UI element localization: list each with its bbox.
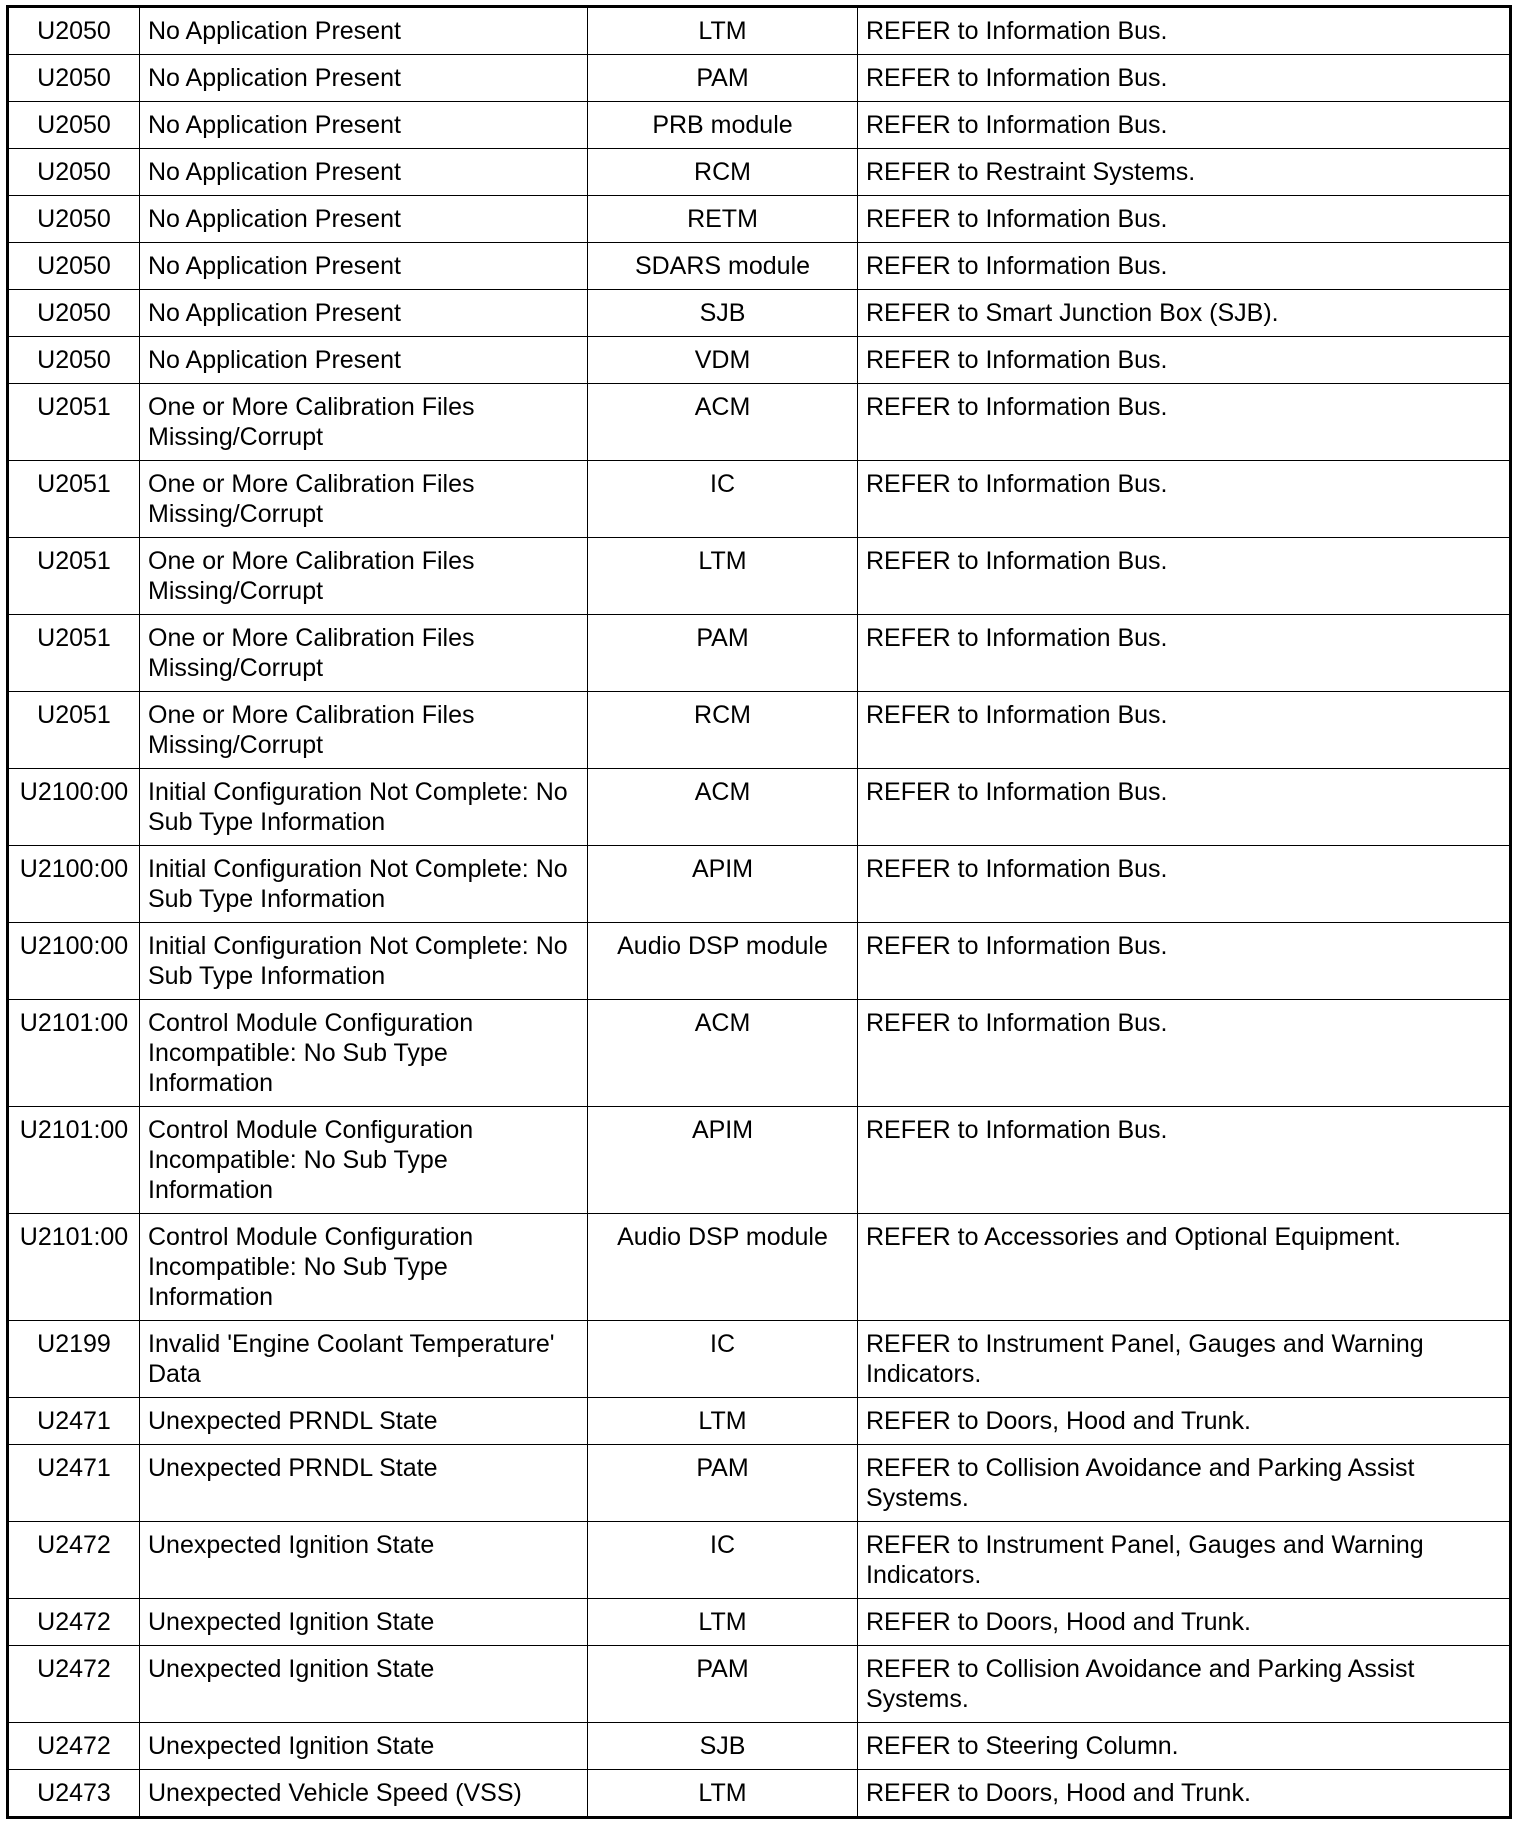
dtc-description-cell: Unexpected Ignition State [140,1723,588,1770]
module-cell: LTM [588,1770,858,1818]
action-cell: REFER to Information Bus. [858,461,1511,538]
module-cell: LTM [588,1599,858,1646]
dtc-table-body [8,7,1511,1818]
action-cell: REFER to Information Bus. [858,1107,1511,1214]
dtc-code-cell: U2051 [8,538,140,615]
action-cell: REFER to Smart Junction Box (SJB). [858,290,1511,337]
module-cell: PAM [588,615,858,692]
table-row [8,102,1511,149]
action-cell: REFER to Collision Avoidance and Parking Assist Systems. [858,1445,1511,1522]
dtc-code-cell: U2472 [8,1522,140,1599]
table-row [8,1522,1511,1599]
dtc-description-cell: No Application Present [140,196,588,243]
dtc-code-cell: U2199 [8,1321,140,1398]
action-cell: REFER to Accessories and Optional Equipment. [858,1214,1511,1321]
module-cell: PRB module [588,102,858,149]
action-cell: REFER to Doors, Hood and Trunk. [858,1599,1511,1646]
dtc-code-cell: U2051 [8,384,140,461]
action-cell: REFER to Information Bus. [858,337,1511,384]
dtc-code-cell: U2051 [8,615,140,692]
table-row [8,1321,1511,1398]
table-row [8,290,1511,337]
dtc-code-cell: U2100:00 [8,769,140,846]
module-cell: RCM [588,692,858,769]
table-row [8,692,1511,769]
module-cell: IC [588,1321,858,1398]
dtc-code-cell: U2050 [8,196,140,243]
module-cell: LTM [588,7,858,55]
module-cell: PAM [588,1646,858,1723]
table-row [8,538,1511,615]
dtc-code-cell: U2101:00 [8,1214,140,1321]
table-row [8,1599,1511,1646]
table-row [8,1107,1511,1214]
dtc-description-cell: One or More Calibration Files Missing/Corrupt [140,461,588,538]
module-cell: RETM [588,196,858,243]
action-cell: REFER to Information Bus. [858,615,1511,692]
table-row [8,1770,1511,1818]
module-cell: LTM [588,1398,858,1445]
table-row [8,1646,1511,1723]
dtc-code-cell: U2101:00 [8,1000,140,1107]
module-cell: LTM [588,538,858,615]
dtc-code-cell: U2051 [8,461,140,538]
dtc-description-cell: Control Module Configuration Incompatible: No Sub Type Information [140,1214,588,1321]
dtc-code-cell: U2100:00 [8,923,140,1000]
dtc-code-cell: U2101:00 [8,1107,140,1214]
table-row [8,55,1511,102]
table-row [8,384,1511,461]
dtc-description-cell: Unexpected Ignition State [140,1522,588,1599]
table-row [8,769,1511,846]
dtc-code-cell: U2472 [8,1646,140,1723]
module-cell: SJB [588,1723,858,1770]
action-cell: REFER to Information Bus. [858,692,1511,769]
action-cell: REFER to Information Bus. [858,384,1511,461]
dtc-description-cell: Control Module Configuration Incompatible: No Sub Type Information [140,1000,588,1107]
dtc-code-cell: U2050 [8,243,140,290]
table-row [8,1000,1511,1107]
dtc-description-cell: No Application Present [140,337,588,384]
dtc-description-cell: Invalid 'Engine Coolant Temperature' Data [140,1321,588,1398]
module-cell: PAM [588,55,858,102]
action-cell: REFER to Information Bus. [858,538,1511,615]
dtc-code-cell: U2050 [8,7,140,55]
dtc-code-cell: U2051 [8,692,140,769]
table-row [8,1723,1511,1770]
action-cell: REFER to Information Bus. [858,7,1511,55]
dtc-description-cell: No Application Present [140,149,588,196]
table-row [8,923,1511,1000]
dtc-description-cell: Control Module Configuration Incompatible: No Sub Type Information [140,1107,588,1214]
action-cell: REFER to Instrument Panel, Gauges and Warning Indicators. [858,1321,1511,1398]
module-cell: APIM [588,846,858,923]
dtc-description-cell: Initial Configuration Not Complete: No Sub Type Information [140,923,588,1000]
module-cell: RCM [588,149,858,196]
dtc-description-cell: Unexpected PRNDL State [140,1398,588,1445]
module-cell: ACM [588,1000,858,1107]
action-cell: REFER to Steering Column. [858,1723,1511,1770]
action-cell: REFER to Restraint Systems. [858,149,1511,196]
dtc-code-cell: U2050 [8,337,140,384]
action-cell: REFER to Doors, Hood and Trunk. [858,1770,1511,1818]
dtc-description-cell: One or More Calibration Files Missing/Corrupt [140,538,588,615]
dtc-code-cell: U2472 [8,1599,140,1646]
table-row [8,1214,1511,1321]
module-cell: APIM [588,1107,858,1214]
action-cell: REFER to Information Bus. [858,923,1511,1000]
action-cell: REFER to Instrument Panel, Gauges and Warning Indicators. [858,1522,1511,1599]
action-cell: REFER to Collision Avoidance and Parking Assist Systems. [858,1646,1511,1723]
table-row [8,7,1511,55]
action-cell: REFER to Information Bus. [858,846,1511,923]
dtc-description-cell: No Application Present [140,55,588,102]
dtc-description-cell: No Application Present [140,7,588,55]
dtc-description-cell: Unexpected Ignition State [140,1646,588,1723]
dtc-code-cell: U2100:00 [8,846,140,923]
action-cell: REFER to Doors, Hood and Trunk. [858,1398,1511,1445]
table-row [8,243,1511,290]
dtc-description-cell: Unexpected Ignition State [140,1599,588,1646]
module-cell: ACM [588,384,858,461]
module-cell: IC [588,1522,858,1599]
table-row [8,1398,1511,1445]
dtc-code-cell: U2050 [8,102,140,149]
module-cell: ACM [588,769,858,846]
action-cell: REFER to Information Bus. [858,196,1511,243]
table-row [8,846,1511,923]
action-cell: REFER to Information Bus. [858,769,1511,846]
dtc-description-cell: No Application Present [140,243,588,290]
dtc-code-cell: U2471 [8,1445,140,1522]
table-row [8,615,1511,692]
dtc-code-cell: U2471 [8,1398,140,1445]
table-row [8,149,1511,196]
module-cell: SJB [588,290,858,337]
dtc-table [6,5,1512,1819]
dtc-code-cell: U2050 [8,149,140,196]
module-cell: PAM [588,1445,858,1522]
dtc-description-cell: One or More Calibration Files Missing/Corrupt [140,615,588,692]
action-cell: REFER to Information Bus. [858,102,1511,149]
table-row [8,461,1511,538]
module-cell: VDM [588,337,858,384]
table-row [8,1445,1511,1522]
action-cell: REFER to Information Bus. [858,1000,1511,1107]
action-cell: REFER to Information Bus. [858,243,1511,290]
dtc-description-cell: One or More Calibration Files Missing/Corrupt [140,384,588,461]
dtc-description-cell: Unexpected Vehicle Speed (VSS) [140,1770,588,1818]
dtc-description-cell: Initial Configuration Not Complete: No Sub Type Information [140,769,588,846]
dtc-description-cell: One or More Calibration Files Missing/Corrupt [140,692,588,769]
module-cell: Audio DSP module [588,923,858,1000]
action-cell: REFER to Information Bus. [858,55,1511,102]
dtc-code-cell: U2050 [8,55,140,102]
dtc-description-cell: Unexpected PRNDL State [140,1445,588,1522]
dtc-description-cell: Initial Configuration Not Complete: No Sub Type Information [140,846,588,923]
table-row [8,196,1511,243]
dtc-description-cell: No Application Present [140,102,588,149]
table-row [8,337,1511,384]
dtc-code-cell: U2473 [8,1770,140,1818]
dtc-code-cell: U2050 [8,290,140,337]
dtc-code-cell: U2472 [8,1723,140,1770]
dtc-description-cell: No Application Present [140,290,588,337]
module-cell: IC [588,461,858,538]
module-cell: SDARS module [588,243,858,290]
module-cell: Audio DSP module [588,1214,858,1321]
